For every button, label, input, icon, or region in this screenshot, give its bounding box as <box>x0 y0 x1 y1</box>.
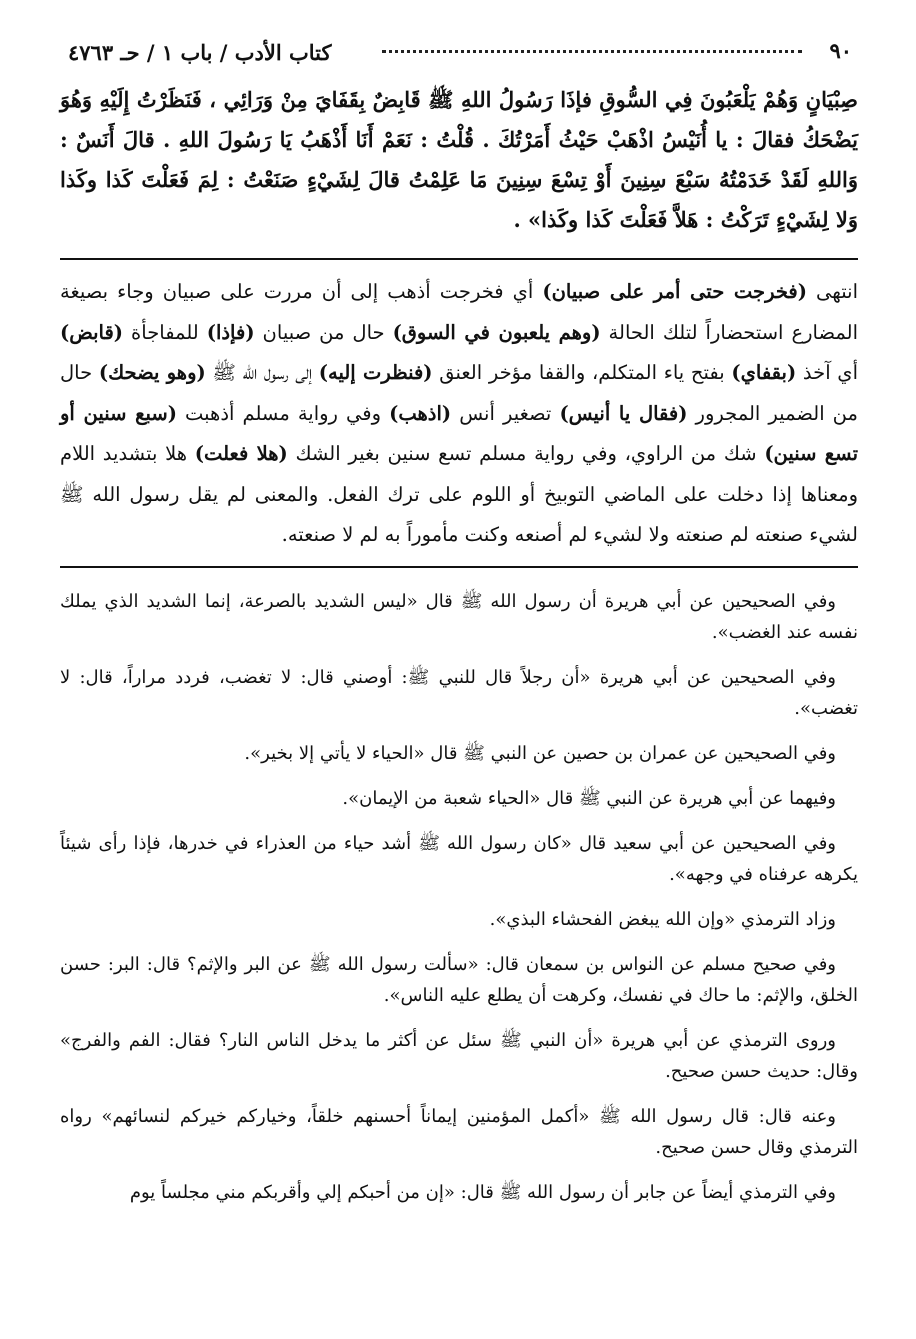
commentary-text: شك من الراوي، وفي رواية مسلم تسع سنين بغير الشك <box>287 442 765 465</box>
commentary-text: إلى رسول الله ﷺ <box>205 361 319 384</box>
note-paragraph: وفي الترمذي أيضاً عن جابر أن رسول الله ﷺ قال: «إن من أحبكم إلي وأقربكم مني مجلساً يوم <box>129 1181 836 1203</box>
commentary-keyword: (وهم يلعبون في السوق) <box>392 320 601 344</box>
page-number: ٩٠ <box>829 38 852 63</box>
note-paragraph: وفي الصحيحين عن أبي هريرة أن رسول الله ﷺ قال «ليس الشديد بالصرعة، إنما الشديد الذي يملك نفسه عند الغضب». <box>60 590 858 643</box>
commentary-text: بفتح ياء المتكلم، والقفا مؤخر العنق <box>432 361 732 384</box>
note-paragraph: وفي الصحيحين عن أبي سعيد قال «كان رسول الله ﷺ أشد حياء من العذراء في خدرها، فإذا رأى شيئاً يكرهه عرفناه في وجهه». <box>60 832 858 885</box>
commentary-keyword: (هلا فعلت) <box>194 442 288 465</box>
commentary-text: انتهى <box>806 280 858 303</box>
note-paragraph: وفي الصحيحين عن أبي هريرة «أن رجلاً قال للنبي ﷺ: أوصني قال: لا تغضب، فردد مراراً، قال: لا تغضب». <box>60 666 858 719</box>
divider-rule <box>60 258 858 260</box>
hadith-text-block <box>60 80 858 240</box>
commentary-text: وفي رواية مسلم أذهبت <box>176 401 390 425</box>
commentary-text: أي آخذ <box>796 361 858 384</box>
commentary-keyword: (فخرجت حتى أمر على صبيان) <box>542 280 807 303</box>
commentary-keyword: (بقفاي) <box>731 361 797 384</box>
commentary-text: للمفاجأة <box>123 320 207 344</box>
commentary-keyword: (فقال يا أنيس) <box>559 401 688 425</box>
commentary-text: أي فخرجت أذهب إلى أن مررت على صبيان وجاء بصيغة المضارع استحضاراً لتلك الحالة <box>60 280 858 344</box>
note-paragraph: وزاد الترمذي «وإن الله يبغض الفحشاء البذي». <box>489 908 836 930</box>
commentary-keyword: (سبع سنين أو تسع سنين) <box>60 401 859 465</box>
chapter-reference: كتاب الأدب / باب ١ / حـ ٤٧٦٣ <box>68 40 332 65</box>
commentary-block <box>60 272 858 556</box>
hadith-text: صِبْيَانٍ وَهُمْ يَلْعَبُونَ فِي السُّوقِ فإذَا رَسُولُ اللهِ ﷺ قَابِضٌ بِقَفَايَ مِنْ وَرَائِي ، فَنَظَرْتُ إِلَيْهِ وَهُوَ يَضْحَكُ فقالَ : يا أُنَيْسُ اذْهَبْ حَيْثُ أَمَرْتُكَ . قُلْتُ : نَعَمْ أَنَا أَذْهَبُ يَا رَسُولَ اللهِ . قالَ أَنَسٌ : وَاللهِ لَقَدْ خَدَمْتُهُ سَبْعَ سِنِينَ أَوْ تِسْعَ سِنِينَ مَا عَلِمْتُ قالَ لِشَيْءٍ صَنَعْتُ : لِمَ فَعَلْتَ كَذا وكَذا وَلا لِشَيْءٍ تَرَكْتُ : هَلاَّ فَعَلْتَ كَذا وكَذا» . <box>60 87 858 232</box>
commentary-keyword: (قابض) <box>60 320 124 344</box>
running-header <box>60 36 858 74</box>
note-paragraph: وفي الصحيحين عن عمران بن حصين عن النبي ﷺ قال «الحياء لا يأتي إلا بخير». <box>244 742 836 764</box>
commentary-text: هلا بتشديد اللام ومعناها إذا دخلت على الماضي التوبيخ أو اللوم على ترك الفعل. والمعنى لم يقل رسول الله ﷺ لشيء صنعته لم صنعته ولا لشيء لم أصنعه وكنت مأموراً به لم لا صنعته. <box>60 442 858 546</box>
notes-block <box>60 586 858 1208</box>
commentary-text: حال من الضمير المجرور <box>60 361 858 425</box>
note-paragraph: وروى الترمذي عن أبي هريرة «أن النبي ﷺ سئل عن أكثر ما يدخل الناس النار؟ فقال: الفم والفرج» وقال: حديث حسن صحيح. <box>60 1029 858 1082</box>
note-paragraph: وفيهما عن أبي هريرة عن النبي ﷺ قال «الحياء شعبة من الإيمان». <box>342 787 836 809</box>
note-paragraph: وفي صحيح مسلم عن النواس بن سمعان قال: «سألت رسول الله ﷺ عن البر والإثم؟ قال: البر: حسن الخلق، والإثم: ما حاك في نفسك، وكرهت أن يطلع عليه الناس». <box>60 953 858 1006</box>
commentary-keyword: (وهو يضحك) <box>98 361 206 384</box>
commentary-keyword: (اذهب) <box>389 401 452 425</box>
commentary-text: حال من صبيان <box>254 320 393 344</box>
commentary-paragraph <box>60 272 858 556</box>
header-dotted-leader <box>382 50 802 53</box>
divider-rule <box>60 566 858 568</box>
note-paragraph: وعنه قال: قال رسول الله ﷺ «أكمل المؤمنين إيماناً أحسنهم خلقاً، وخياركم خيركم لنسائهم» رواه الترمذي وقال حسن صحيح. <box>60 1105 858 1158</box>
commentary-keyword: (فإذا) <box>206 320 255 344</box>
commentary-keyword: (فنظرت إليه) <box>318 361 433 384</box>
commentary-text: تصغير أنس <box>451 401 560 425</box>
